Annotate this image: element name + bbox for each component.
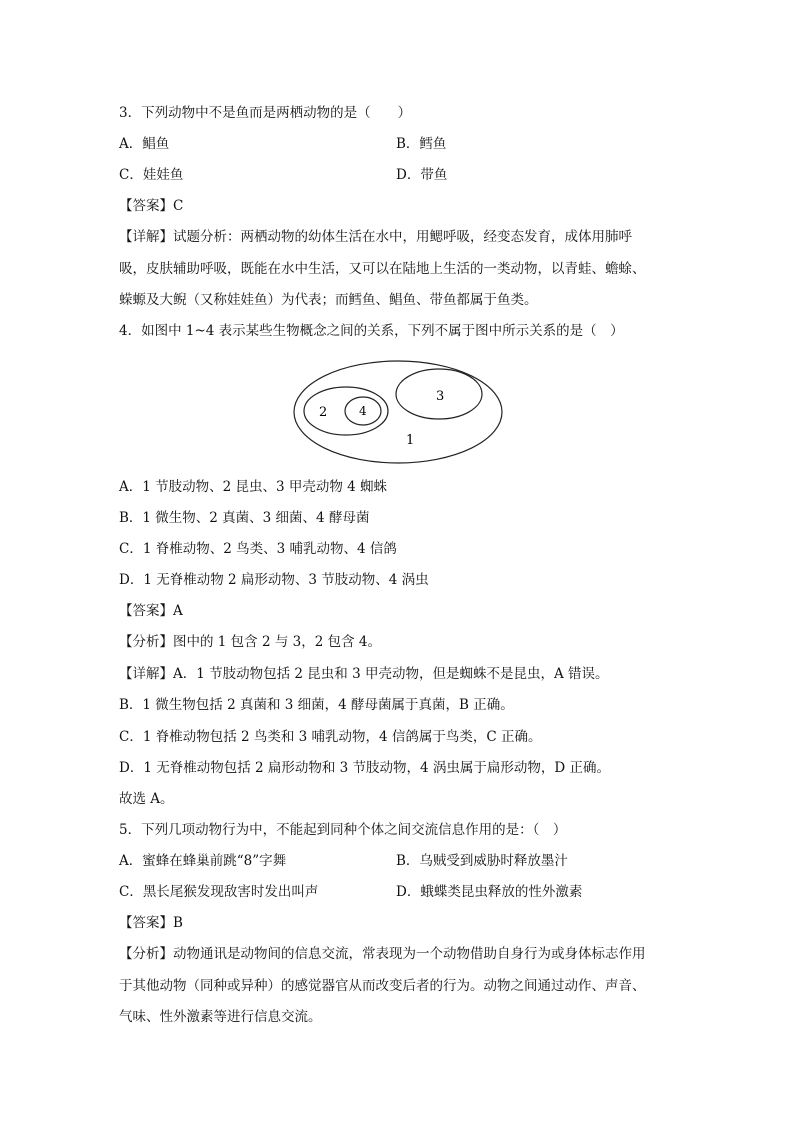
q4-stem: 4．如图中 1~4 表示某些生物概念之间的关系，下列不属于图中所示关系的是（ ）: [119, 323, 624, 339]
q5-option-d: D．蛾蝶类昆虫释放的性外激素: [396, 884, 583, 900]
q5-option-c: C．黑长尾猴发现敌害时发出叫声: [119, 884, 319, 900]
q5-answer: 【答案】B: [119, 915, 183, 931]
label-4: 4: [359, 404, 367, 418]
q3-stem: 3．下列动物中不是鱼而是两栖动物的是（ ）: [119, 105, 412, 121]
q3-option-a: A．鲳鱼: [119, 136, 170, 152]
q5-option-b: B．乌贼受到威胁时释放墨汁: [396, 853, 568, 869]
q4-option-b: B．1 微生物、2 真菌、3 细菌、4 酵母菌: [119, 510, 370, 526]
q3-detail-line-3: 蝾螈及大鲵（又称娃娃鱼）为代表；而鳕鱼、鲳鱼、带鱼都属于鱼类。: [119, 292, 538, 308]
q3-answer: 【答案】C: [119, 198, 184, 214]
q4-analysis: 【分析】图中的 1 包含 2 与 3，2 包含 4。: [119, 634, 381, 650]
q3-detail-line-2: 吸，皮肤辅助呼吸，既能在水中生活，又可以在陆地上生活的一类动物，以青蛙、蟾蜍、: [119, 261, 646, 277]
q5-option-a: A．蜜蜂在蜂巢前跳“8”字舞: [119, 853, 287, 869]
q4-option-a: A．1 节肢动物、2 昆虫、3 甲壳动物 4 蜘蛛: [119, 479, 388, 495]
q4-detail-line-3: C．1 脊椎动物包括 2 鸟类和 3 哺乳动物，4 信鸽属于鸟类，C 正确。: [119, 729, 542, 745]
label-3: 3: [436, 389, 445, 404]
q4-option-c: C．1 脊椎动物、2 鸟类、3 哺乳动物、4 信鸽: [119, 541, 397, 557]
q4-option-d: D．1 无脊椎动物 2 扁形动物、3 节肢动物、4 涡虫: [119, 572, 429, 588]
concept-venn-diagram: [288, 356, 508, 468]
q4-detail-line-4: D．1 无脊椎动物包括 2 扁形动物和 3 节肢动物，4 涡虫属于扁形动物，D 正确。: [119, 760, 611, 776]
q3-option-d: D．带鱼: [396, 167, 448, 183]
q5-analysis-line-1: 【分析】动物通讯是动物间的信息交流，常表现为一个动物借助自身行为或身体标志作用: [119, 946, 646, 962]
q5-analysis-line-2: 于其他动物（同种或异种）的感觉器官从而改变后者的行为。动物之间通过动作、声音、: [119, 978, 646, 994]
q5-stem: 5．下列几项动物行为中，不能起到同种个体之间交流信息作用的是：（ ）: [119, 822, 567, 838]
q3-option-c: C．娃娃鱼: [119, 167, 184, 183]
q3-option-b: B．鳕鱼: [396, 136, 447, 152]
q4-conclusion: 故选 A。: [119, 791, 174, 807]
q4-detail-line-2: B．1 微生物包括 2 真菌和 3 细菌，4 酵母菌属于真菌，B 正确。: [119, 697, 514, 713]
ellipse-2: [304, 387, 388, 435]
q3-detail-line-1: 【详解】试题分析：两栖动物的幼体生活在水中，用鳃呼吸，经变态发育，成体用肺呼: [119, 229, 632, 245]
q5-analysis-line-3: 气味、性外激素等进行信息交流。: [119, 1009, 322, 1025]
q4-detail-line-1: 【详解】A．1 节肢动物包括 2 昆虫和 3 甲壳动物，但是蜘蛛不是昆虫，A 错误。: [119, 666, 609, 682]
q4-answer: 【答案】A: [119, 603, 183, 619]
label-2: 2: [319, 405, 328, 420]
label-1: 1: [406, 433, 415, 448]
